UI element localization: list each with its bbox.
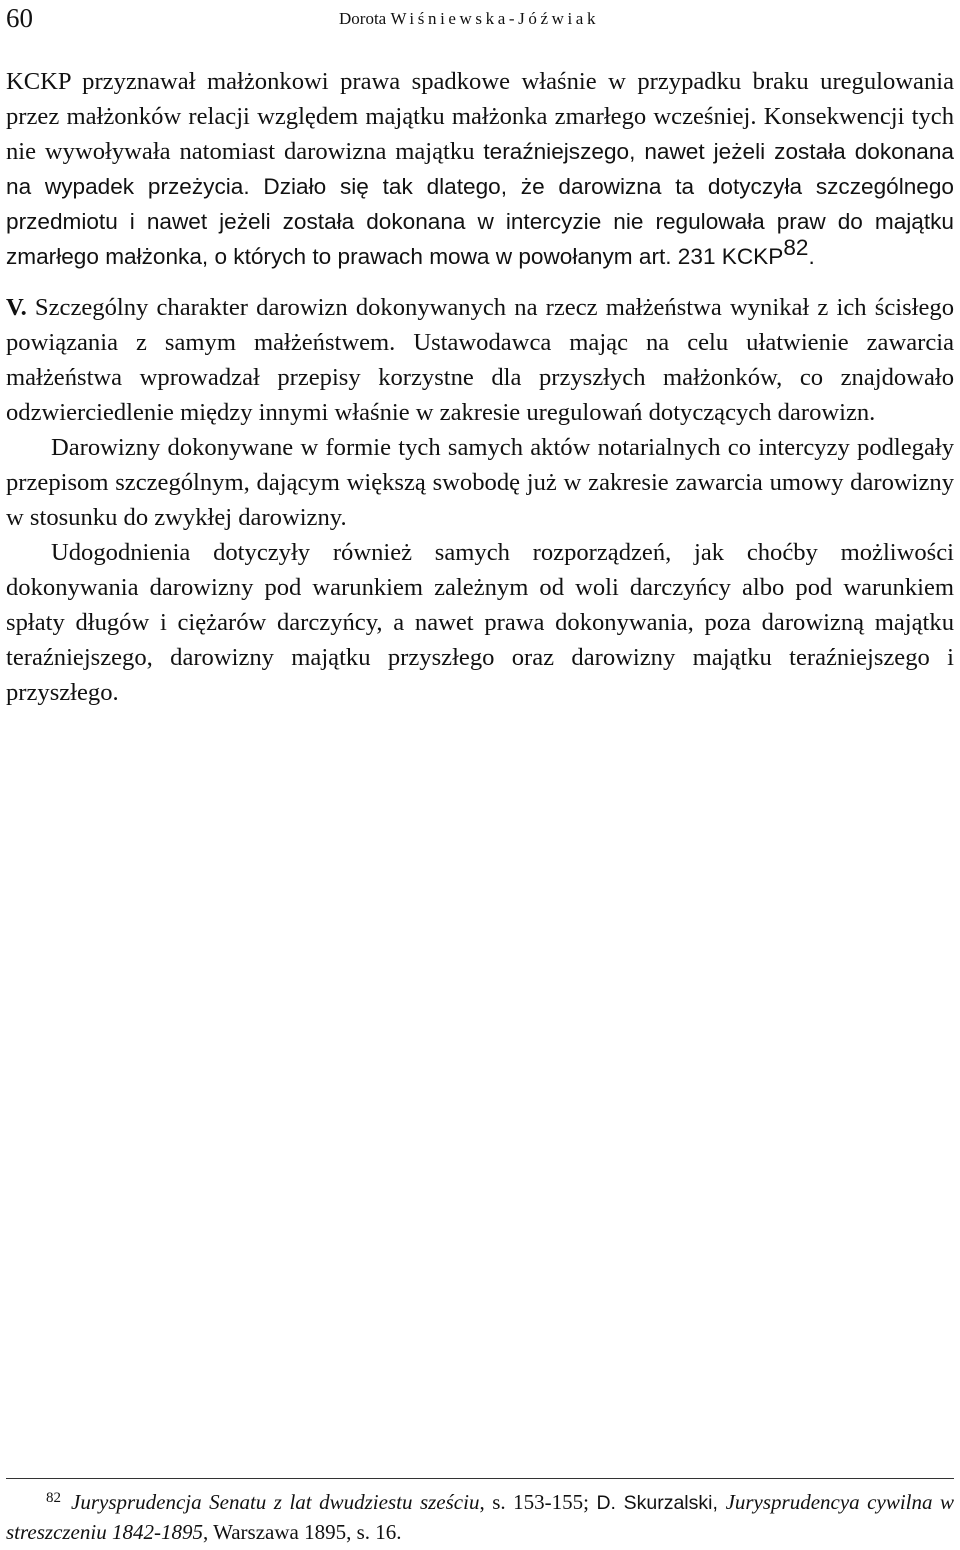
footnote-title-2: Jurysprudencya cywilna w streszczeniu 1842-1895 [6, 1490, 955, 1544]
footnote-number: 82 [46, 1490, 61, 1506]
paragraph-1-end: . [808, 244, 815, 269]
footnote-reference-82[interactable]: 82 [783, 235, 809, 260]
paragraph-4: Udogodnienia dotyczyły również samych rozporządzeń, jak choćby możliwości dokonywania darowizny pod warunkiem zależnym od woli darczyńcy albo pod warunkiem spłaty długów i ciężarów darczyńcy, a nawet prawa dokonywania, poza darowizną majątku teraźniejszego, darowizny majątku przyszłego oraz darowizny majątku teraźniejszego i przyszłego. [6, 539, 954, 706]
footnote-title-1: Jurysprudencja Senatu z lat dwudziestu sześciu [71, 1490, 480, 1514]
footnote-tail: , Warszawa 1895, s. 16. [202, 1520, 402, 1544]
main-text [6, 64, 954, 710]
page-header [6, 2, 954, 42]
paragraph-1-sans-text: teraźniejszego, nawet jeżeli została dokonana na wypadek przeżycia. Działo się tak dlatego, że darowizna ta dotyczyła szczególnego przedmiotu i nawet jeżeli została dokonana w intercyzie nie regulowała praw do majątku zmarłego małżonka, o których to prawach mowa w powołanym art. 231 KCKP [6, 139, 954, 269]
footnote-82 [6, 1488, 954, 1547]
paragraph-2-text: Szczególny charakter darowizn dokonywanych na rzecz małżeństwa wynikał z ich ścisłego powiązania z samym małżeństwem. Ustawodawca mając na celu ułatwienie zawarcia małżeństwa wprowadzał przepisy korzystne dla przyszłych małżonków, co znajdowało odzwierciedlenie między innymi właśnie w zakresie uregulowań dotyczących darowizn. [6, 294, 954, 426]
footnote-mid-1: , s. 153-155; [479, 1490, 597, 1514]
paragraph-3: Darowizny dokonywane w formie tych samych aktów notarialnych co intercyzy podlegały przepisom szczególnym, dającym większą swobodę już w zakresie zawarcia umowy darowizny w stosunku do zwykłej darowizny. [6, 434, 954, 531]
running-head-author [339, 8, 599, 30]
author-first-name: Dorota [339, 9, 387, 28]
paragraph-2 [6, 290, 954, 430]
section-number-v: V. [6, 294, 27, 321]
paragraph-1-serif-text: KCKP przyznawał małżonkowi prawa spadkowe właśnie w przypadku braku uregulowania przez małżonków relacji względem majątku małżonka zmarłego wcześniej. Konsekwencji tych nie wywoływała natomiast darowizna majątku [6, 68, 954, 165]
page-number: 60 [6, 3, 33, 33]
section-gap [6, 274, 954, 290]
author-last-name: Wiśniewska-Jóźwiak [390, 9, 600, 28]
footnote-author-2: D. Skurzalski, [596, 1492, 726, 1514]
paragraph-1 [6, 64, 954, 274]
footnote-divider [6, 1478, 954, 1479]
